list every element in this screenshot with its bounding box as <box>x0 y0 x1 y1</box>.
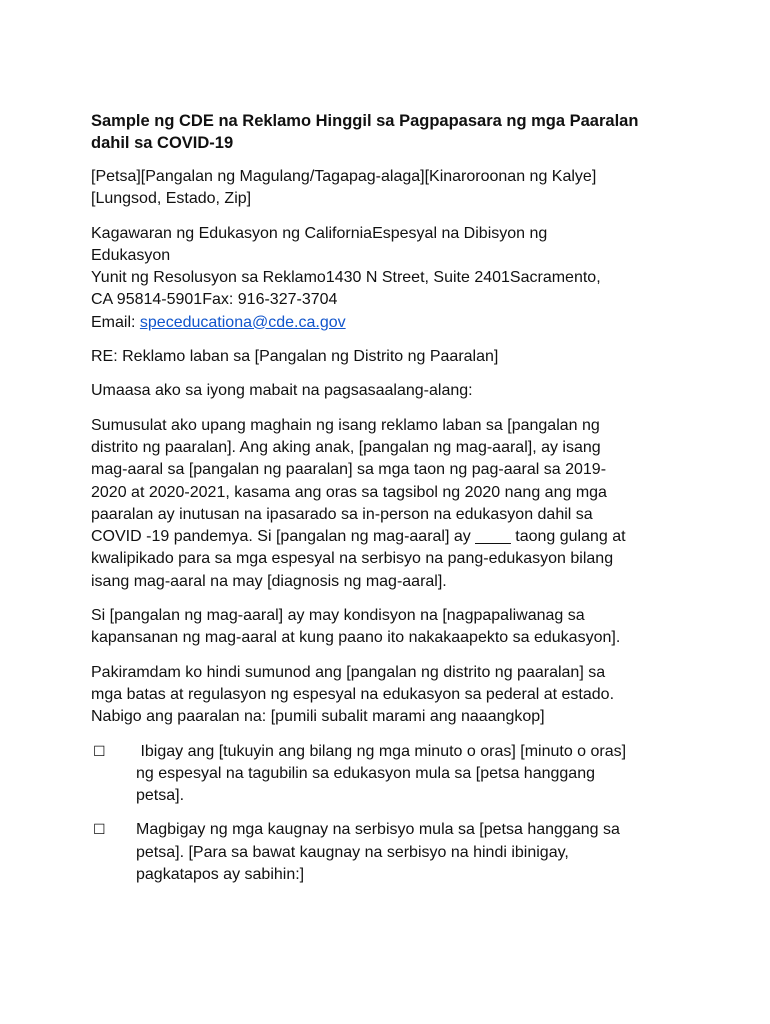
paragraph-line: Sumusulat ako upang maghain ng isang reklamo laban sa [pangalan ng <box>91 416 600 434</box>
email-link[interactable]: speceducationa@cde.ca.gov <box>139 313 346 331</box>
recipient-line: Yunit ng Resolusyon sa Reklamo1430 N Street, Suite 2401Sacramento, <box>91 269 601 287</box>
paragraph-line: Nabigo ang paaralan na: [pumili subalit marami ang naaangkop] <box>91 708 545 726</box>
paragraph-line: kwalipikado para sa mga espesyal na serbisyo na pang-edukasyon bilang <box>91 550 614 568</box>
checklist-line: Ibigay ang [tukuyin ang bilang ng mga minuto o oras] [minuto o oras] <box>136 742 627 760</box>
document-title <box>91 110 691 154</box>
body-paragraph-2 <box>91 605 687 650</box>
paragraph-line: mga batas at regulasyon ng espesyal na edukasyon sa pederal at estado. <box>91 685 615 703</box>
checklist-line: ng espesyal na tagubilin sa edukasyon mula sa [petsa hanggang <box>136 764 595 782</box>
sender-block <box>91 166 687 211</box>
paragraph-line: COVID -19 pandemya. Si [pangalan ng mag-aaral] ay ____ taong gulang at <box>91 528 626 546</box>
title-line: Sample ng CDE na Reklamo Hinggil sa Pagpapasara ng mga Paaralan <box>91 112 639 130</box>
checklist-line: petsa]. [Para sa bawat kaugnay na serbisyo na hindi ibinigay, <box>136 843 569 861</box>
sender-line: [Lungsod, Estado, Zip] <box>91 190 252 208</box>
salutation <box>91 380 687 402</box>
checklist-line: pagkatapos ay sabihin:] <box>136 866 305 884</box>
recipient-line: Kagawaran ng Edukasyon ng CaliforniaEspesyal na Dibisyon ng <box>91 224 548 242</box>
checklist-item <box>91 741 688 808</box>
checklist-item <box>91 819 688 886</box>
re-line <box>91 346 687 368</box>
body-paragraph-1 <box>91 415 687 593</box>
recipient-block <box>91 223 687 334</box>
re-line-text: RE: Reklamo laban sa [Pangalan ng Distrito ng Paaralan] <box>91 348 499 366</box>
paragraph-line: paaralan ay inutusan na ipasarado sa in-person na edukasyon dahil sa <box>91 505 593 523</box>
email-line <box>91 312 687 334</box>
body-paragraph-3 <box>91 662 687 729</box>
paragraph-line: 2020 at 2020-2021, kasama ang oras sa tagsibol ng 2020 nang ang mga <box>91 483 607 501</box>
paragraph-line: isang mag-aaral na may [diagnosis ng mag-aaral]. <box>91 572 447 590</box>
recipient-line: Edukasyon <box>91 246 171 264</box>
checklist-line: Magbigay ng mga kaugnay na serbisyo mula sa [petsa hanggang sa <box>136 821 620 839</box>
checkbox-icon[interactable]: ☐ <box>93 743 106 760</box>
title-line: dahil sa COVID-19 <box>91 134 234 152</box>
salutation-text: Umaasa ako sa iyong mabait na pagsasaalang-alang: <box>91 382 473 400</box>
paragraph-line: Pakiramdam ko hindi sumunod ang [pangalan ng distrito ng paaralan] sa <box>91 663 606 681</box>
checklist-line: petsa]. <box>136 787 185 805</box>
paragraph-line: distrito ng paaralan]. Ang aking anak, [pangalan ng mag-aaral], ay isang <box>91 438 601 456</box>
checkbox-icon[interactable]: ☐ <box>93 822 106 839</box>
sender-line: [Petsa][Pangalan ng Magulang/Tagapag-alaga][Kinaroroonan ng Kalye] <box>91 168 597 185</box>
paragraph-line: kapansanan ng mag-aaral at kung paano ito nakakaapekto sa edukasyon]. <box>91 629 621 647</box>
paragraph-line: mag-aaral sa [pangalan ng paaralan] sa mga taon ng pag-aaral sa 2019- <box>91 461 607 479</box>
paragraph-line: Si [pangalan ng mag-aaral] ay may kondisyon na [nagpapaliwanag sa <box>91 607 585 625</box>
email-label: Email: <box>91 313 140 331</box>
recipient-line: CA 95814-5901Fax: 916-327-3704 <box>91 291 338 309</box>
